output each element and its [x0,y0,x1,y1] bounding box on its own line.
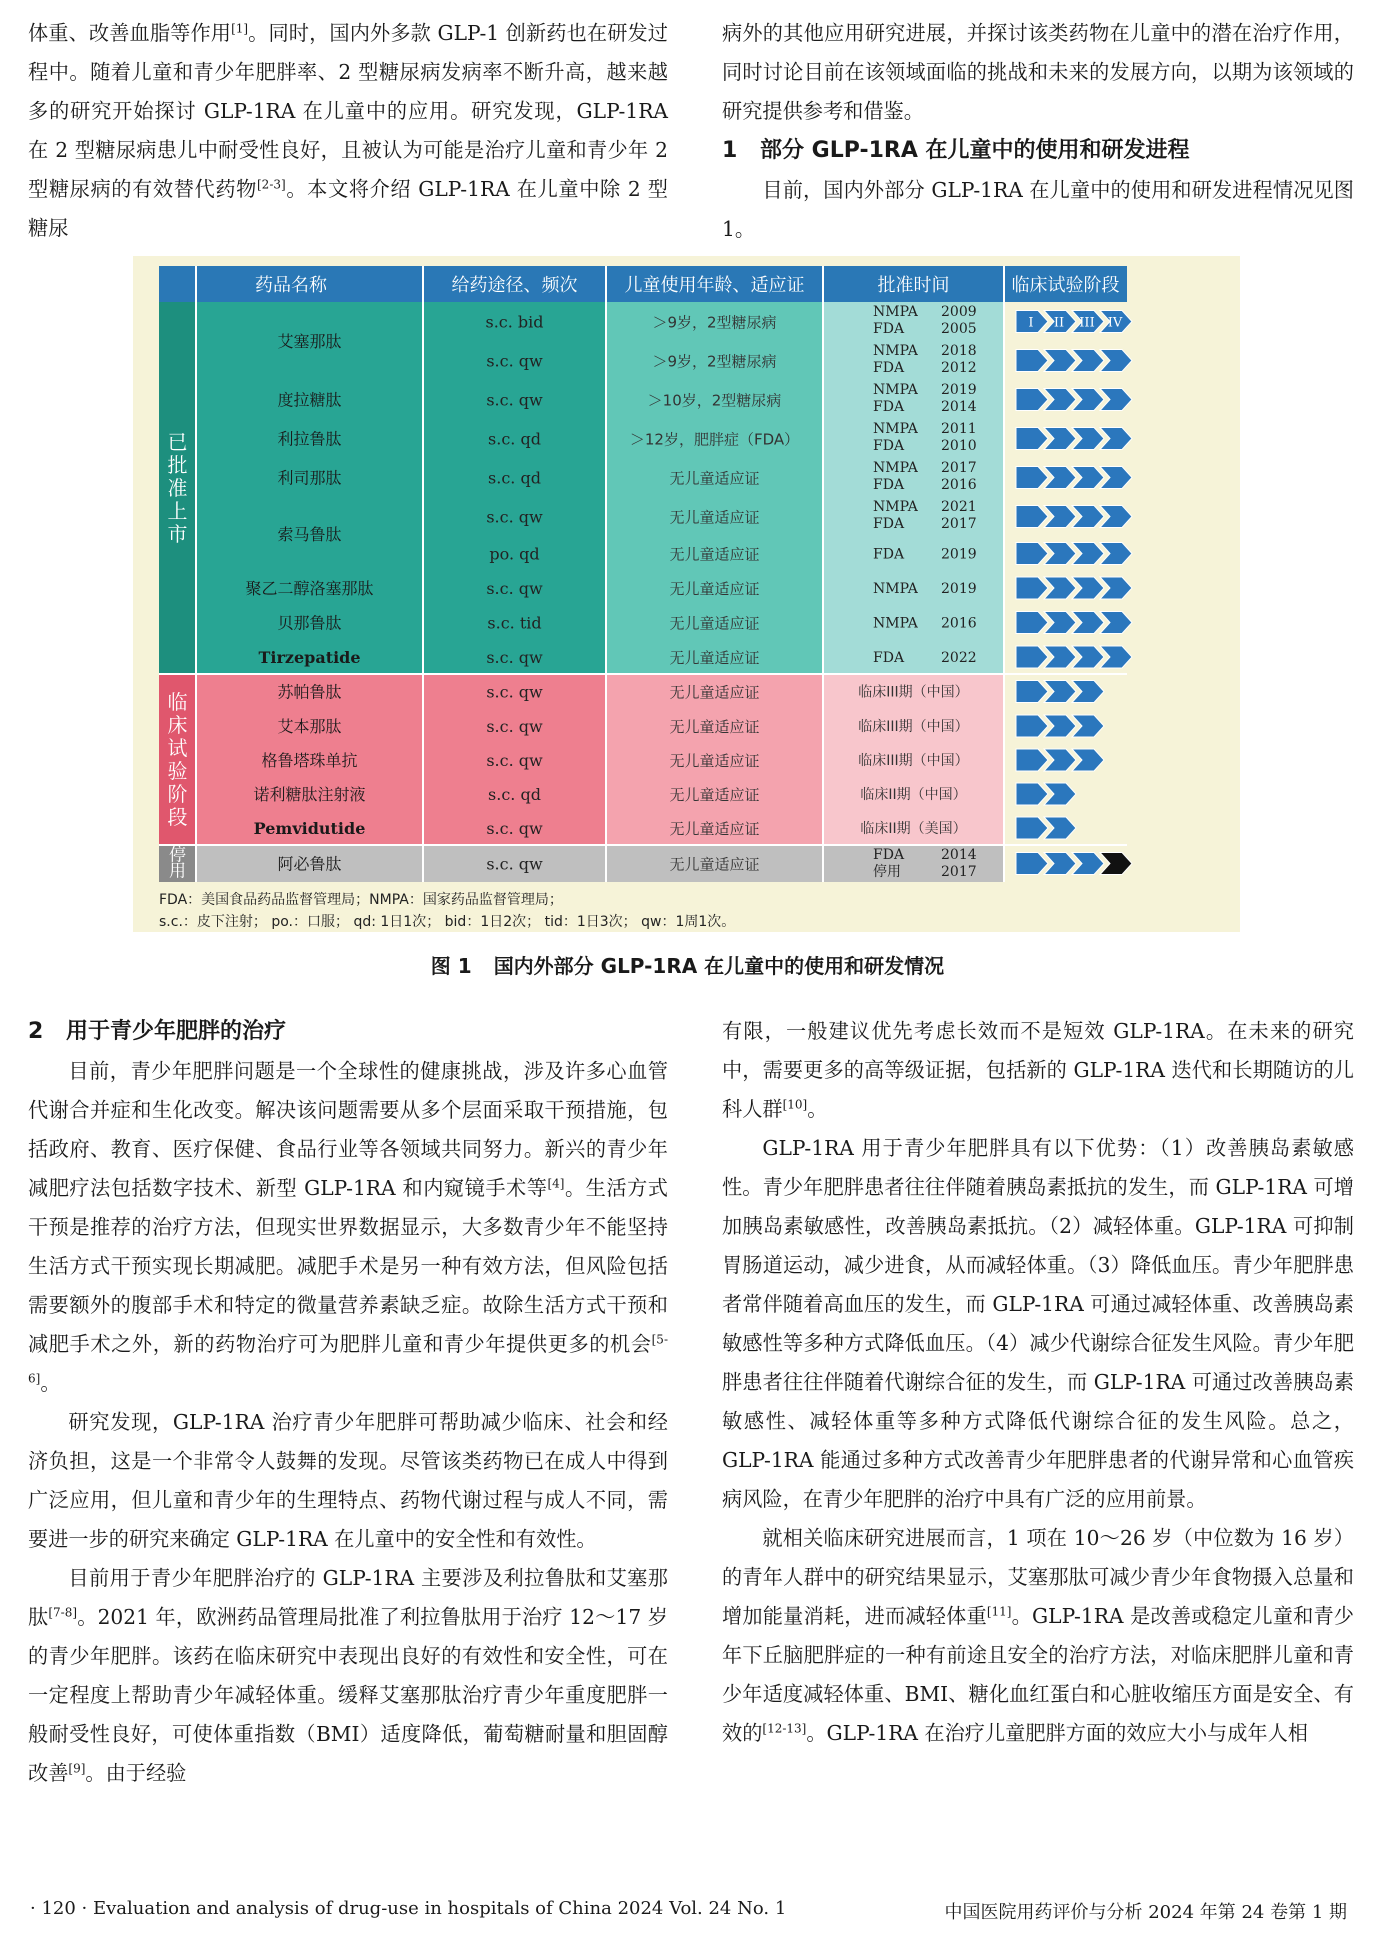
trial-stage-arrow [1016,506,1048,528]
drug-name: 艾塞那肽 [277,332,342,351]
approval-year: 2009 [941,304,977,320]
group-label-char: 上 [167,498,188,523]
drug-name: 利拉鲁肽 [277,429,342,449]
route-frequency: s.c. qd [488,785,541,804]
approval-agency: FDA [873,321,905,337]
reference-mark: [1] [231,21,249,36]
figure-1-table [133,256,1240,932]
trial-stage-arrow [1100,853,1132,875]
trial-stage-arrow [1044,467,1076,489]
child-indication: ＞9岁，2型糖尿病 [652,313,777,332]
child-indication: 无儿童适应证 [669,508,760,527]
section-2-title: 用于青少年肥胖的治疗 [66,1019,287,1044]
group-approval-bg [823,845,1004,882]
section-2-heading [28,1012,668,1052]
child-indication: 无儿童适应证 [669,683,760,702]
child-indication: 无儿童适应证 [669,820,760,838]
trial-stage-arrow [1044,817,1076,839]
trial-stage-arrow [1016,350,1048,372]
trial-stage-arrow [1072,467,1104,489]
child-indication: 无儿童适应证 [669,469,760,488]
route-frequency: s.c. qw [486,751,543,770]
section-2-number: 2 [28,1019,44,1044]
approval-year: 2016 [941,615,977,632]
child-indication: 无儿童适应证 [669,580,760,598]
drug-name: 利司那肽 [277,468,342,488]
drug-name: 度拉糖肽 [277,390,342,410]
approval-agency: FDA [873,360,905,376]
drug-name: 艾本那肽 [277,717,342,736]
trial-stage-arrow [1016,612,1048,634]
trial-stage-arrow [1016,681,1048,703]
route-frequency: s.c. qw [486,579,543,598]
group-label-char: 临 [167,689,188,714]
approval-year: 2017 [941,864,977,880]
trial-stage-arrow [1072,715,1104,737]
trial-stage-arrow [1100,612,1132,634]
section-1-title: 部分 GLP-1RA 在儿童中的使用和研发进程 [760,138,1190,163]
route-frequency: s.c. qw [486,648,543,667]
figure-header-cell: 批准时间 [877,275,950,296]
figure-header-cell: 临床试验阶段 [1011,275,1120,296]
trial-stage-arrow [1044,428,1076,450]
trial-stage-arrow [1044,749,1076,771]
trial-stage-arrow [1044,506,1076,528]
trial-stage-arrow [1072,543,1104,565]
child-indication: ＞9岁，2型糖尿病 [652,352,777,371]
route-frequency: s.c. qw [486,819,543,838]
reference-mark: [12-13] [762,1721,807,1736]
section-2-paragraph-4: 有限，一般建议优先考虑长效而不是短效 GLP-1RA。在未来的研究中，需要更多的高等级证据，包括新的 GLP-1RA 迭代和长期随访的儿科人群[10]。 [722,1019,1354,1121]
group-label-char: 停 [169,845,186,866]
trial-stage-arrow [1016,543,1048,565]
approval-year: 2016 [941,477,977,493]
figure-footnote-abbreviations: FDA：美国食品药品监督管理局；NMPA：国家药品监督管理局； [159,892,563,908]
drug-name: 索马鲁肽 [277,525,342,544]
approval-agency: FDA [873,650,905,666]
group-label-char: 阶 [167,781,188,806]
drug-name: 阿必鲁肽 [277,854,342,874]
bottom-left-column [28,1012,668,1793]
section-1-heading [722,131,1354,171]
approval-agency: NMPA [873,382,918,398]
drug-name: Pemvidutide [253,819,366,838]
route-frequency: s.c. qw [486,390,543,410]
route-frequency: s.c. qw [486,717,543,736]
section-1-paragraph: 目前，国内外部分 GLP-1RA 在儿童中的使用和研发进程情况见图 1。 [722,178,1354,241]
trial-stage-arrow [1016,853,1048,875]
trial-stage-arrow [1100,543,1132,565]
trial-stage-arrow [1072,577,1104,599]
figure-header-cell: 药品名称 [255,275,327,296]
top-right-column [722,14,1354,249]
trial-stage-arrow [1016,577,1048,599]
trial-phase-status: 临床III期（中国） [858,684,969,701]
section-2-paragraph-1: 目前，青少年肥胖问题是一个全球性的健康挑战，涉及许多心血管代谢合并症和生化改变。解决该问题需要从多个层面采取干预措施，包括政府、教育、医疗保健、食品行业等各领域共同努力。新兴的青少年减肥疗法包括数字技术、新型 GLP-1RA 和内窥镜手术等[4]。生活方式干预是推荐的治疗方法，但现实世界数据显示，大多数青少年不能坚持生活方式干预实现长期减肥。减肥手术是另一种有效方法，但风险包括需要额外的腹部手术和特定的微量营养素缺乏症。故除生活方式干预和减肥手术之外，新的药物治疗可为肥胖儿童和青少年提供更多的机会[5-6]。 [28,1059,668,1395]
drug-name: Tirzepatide [258,648,361,667]
child-indication: 无儿童适应证 [669,718,760,736]
route-frequency: s.c. qd [488,429,541,449]
reference-mark: [4] [547,1176,565,1191]
trial-stage-arrow [1044,612,1076,634]
trial-stage-arrow [1044,783,1076,805]
reference-mark: [5-6] [28,1332,668,1386]
trial-phase-status: 临床III期（中国） [858,753,969,769]
group-label-char: 试 [167,735,188,760]
route-frequency: s.c. qw [486,507,543,527]
approval-year: 2017 [941,460,977,476]
figure-caption-text: 国内外部分 GLP-1RA 在儿童中的使用和研发情况 [493,954,945,978]
child-indication: 无儿童适应证 [669,752,760,770]
section-2-paragraph-2: 研究发现，GLP-1RA 治疗青少年肥胖可帮助减少临床、社会和经济负担，这是一个非常令人鼓舞的发现。尽管该类药物已在成人中得到广泛应用，但儿童和青少年的生理特点、药物代谢过程与成人不同，需要进一步的研究来确定 GLP-1RA 在儿童中的安全性和有效性。 [28,1410,668,1551]
approval-year: 2017 [941,516,977,532]
route-frequency: s.c. bid [485,312,544,332]
group-label-char: 用 [169,861,186,882]
trial-stage-arrow [1100,467,1132,489]
intro-paragraph: 病外的其他应用研究进展，并探讨该类药物在儿童中的潜在治疗作用，同时讨论目前在该领域面临的挑战和未来的发展方向，以期为该领域的研究提供参考和借鉴。 [722,21,1354,123]
trial-stage-arrow [1100,389,1132,411]
trial-stage-label: II [1053,315,1065,331]
trial-stage-arrow [1072,350,1104,372]
figure-footnote-dosing: s.c.：皮下注射； po.：口服； qd: 1日1次； bid：1日2次； tid：1日3次； qw：1周1次。 [159,914,736,930]
trial-stage-label: IV [1107,315,1123,331]
figure-caption-number: 图 1 [430,954,472,978]
trial-phase-status: 临床III期（中国） [858,719,969,735]
footer-left: · 120 · Evaluation and analysis of drug-use in hospitals of China 2024 Vol. 24 No. 1 [30,1898,787,1919]
drug-name: 聚乙二醇洛塞那肽 [245,579,374,598]
reference-mark: [11] [986,1604,1012,1619]
figure-caption [0,950,1375,979]
child-indication: ＞12岁，肥胖症（FDA） [629,430,800,449]
group-label-char: 市 [167,521,188,546]
trial-stage-arrow [1072,612,1104,634]
trial-stage-arrow [1044,577,1076,599]
trial-stage-arrow [1072,681,1104,703]
route-frequency: s.c. qd [488,468,541,488]
group-label-char: 验 [167,758,188,783]
trial-stage-label: I [1028,315,1034,331]
child-indication: 无儿童适应证 [669,545,760,564]
trial-stage-arrow [1044,646,1076,668]
approval-agency: FDA [873,477,905,493]
top-left-column [28,14,668,248]
figure-header-cell: 给药途径、频次 [451,275,578,296]
trial-stage-arrow [1016,817,1048,839]
reference-mark: [7-8] [48,1605,78,1620]
group-label-char: 批 [167,452,188,477]
approval-agency: FDA [873,546,905,563]
approval-year: 2012 [941,360,977,376]
trial-phase-status: 临床II期（中国） [860,787,967,803]
route-frequency: s.c. qw [486,682,543,702]
drug-name: 格鲁塔珠单抗 [261,751,358,770]
figure-1-graphic [133,256,1240,932]
approval-year: 2022 [941,650,977,666]
trial-stage-arrow [1016,646,1048,668]
footer-right: 中国医院用药评价与分析 2024 年第 24 卷第 1 期 [944,1902,1347,1923]
reference-mark: [10] [782,1097,808,1112]
trial-stage-arrow [1100,428,1132,450]
approval-year: 2019 [941,382,977,398]
trial-stage-arrow [1100,350,1132,372]
approval-agency: 停用 [873,864,901,880]
drug-name: 贝那鲁肽 [277,613,342,633]
drug-name: 苏帕鲁肽 [277,682,342,702]
trial-stage-arrow [1100,577,1132,599]
approval-agency: NMPA [873,343,918,359]
trial-stage-arrow [1044,853,1076,875]
approval-year: 2011 [941,421,977,437]
route-frequency: s.c. qw [486,351,543,371]
trial-stage-arrow [1072,506,1104,528]
approval-agency: FDA [873,438,905,454]
approval-year: 2014 [941,847,977,863]
group-drug-route-bg [196,302,606,674]
group-label-char: 已 [167,429,188,454]
trial-stage-arrow [1072,428,1104,450]
trial-stage-arrow [1044,681,1076,703]
figure-header-cell: 儿童使用年龄、适应证 [624,275,805,296]
trial-stage-arrow [1044,389,1076,411]
approval-year: 2019 [941,546,977,563]
trial-stage-arrow [1016,389,1048,411]
trial-stage-arrow [1072,853,1104,875]
section-1-number: 1 [722,138,738,163]
reference-mark: [2-3] [257,177,286,192]
approval-year: 2018 [941,343,977,359]
group-label-char: 床 [167,712,188,737]
section-2-paragraph-5: GLP-1RA 用于青少年肥胖具有以下优势：（1）改善胰岛素敏感性。青少年肥胖患者往往伴随着胰岛素抵抗的发生，而 GLP-1RA 可增加胰岛素敏感性，改善胰岛素抵抗。（2）减轻体重。GLP-1RA 可抑制胃肠道运动，减少进食，从而减轻体重。（3）降低血压。青少年肥胖患者常伴随着高血压的发生，而 GLP-1RA 可通过减轻体重、改善胰岛素敏感性等多种方式降低血压。（4）减少代谢综合征发生风险。青少年肥胖患者往往伴随着代谢综合征的发生，而 GLP-1RA 可通过改善胰岛素敏感性、减轻体重等多种方式降低代谢综合征的发生风险。总之，GLP-1RA 能通过多种方式改善青少年肥胖患者的代谢异常和心血管疾病风险，在青少年肥胖的治疗中具有广泛的应用前景。 [722,1136,1354,1511]
trial-stage-arrow [1044,543,1076,565]
group-label-char: 准 [167,475,188,500]
child-indication: 无儿童适应证 [669,614,760,633]
bottom-right-column [722,1012,1354,1753]
approval-year: 2005 [941,321,977,337]
approval-agency: NMPA [873,304,918,320]
trial-stage-arrow [1072,646,1104,668]
trial-stage-arrow [1016,428,1048,450]
group-drug-route-bg [196,845,606,882]
child-indication: 无儿童适应证 [669,786,760,804]
trial-stage-arrow [1072,749,1104,771]
child-indication: ＞10岁，2型糖尿病 [647,391,782,410]
intro-paragraph-end: 体重、改善血脂等作用[1]。同时，国内外多款 GLP-1 创新药也在研发过程中。随着儿童和青少年肥胖率、2 型糖尿病发病率不断升高，越来越多的研究开始探讨 GLP-1RA 在儿童中的应用。研究发现，GLP-1RA 在 2 型糖尿病患儿中耐受性良好，且被认为可能是治疗儿童和青少年 2 型糖尿病的有效替代药物[2-3]。本文将介绍 GLP-1RA 在儿童中除 2 型糖尿 [28,21,668,240]
trial-phase-status: 临床II期（美国） [860,821,967,837]
route-frequency: s.c. qw [486,854,543,874]
approval-agency: NMPA [873,615,918,632]
trial-stage-arrow [1016,715,1048,737]
section-2-paragraph-3: 目前用于青少年肥胖治疗的 GLP-1RA 主要涉及利拉鲁肽和艾塞那肽[7-8]。2021 年，欧洲药品管理局批准了利拉鲁肽用于治疗 12～17 岁的青少年肥胖。该药在临床研究中表现出良好的有效性和安全性，可在一定程度上帮助青少年减轻体重。缓释艾塞那肽治疗青少年重度肥胖一般耐受性良好，可使体重指数（BMI）适度降低，葡萄糖耐量和胆固醇改善[9]。由于经验 [28,1566,668,1785]
trial-stage-arrow [1016,467,1048,489]
trial-stage-arrow [1016,783,1048,805]
approval-agency: NMPA [873,421,918,437]
approval-year: 2021 [941,499,977,515]
approval-agency: NMPA [873,581,918,597]
trial-stage-label: III [1079,315,1095,331]
trial-stage-arrow [1044,715,1076,737]
approval-agency: FDA [873,399,905,415]
trial-stage-arrow [1016,749,1048,771]
route-frequency: po. qd [489,544,540,564]
child-indication: 无儿童适应证 [669,855,760,874]
trial-stage-arrow [1100,506,1132,528]
approval-agency: NMPA [873,460,918,476]
approval-year: 2014 [941,399,977,415]
group-label-char: 段 [167,804,188,829]
child-indication: 无儿童适应证 [669,649,760,667]
trial-stage-arrow [1044,350,1076,372]
approval-agency: NMPA [873,499,918,515]
reference-mark: [9] [68,1761,86,1776]
trial-stage-arrow [1072,389,1104,411]
route-frequency: s.c. tid [487,613,542,633]
section-2-paragraph-6: 就相关临床研究进展而言，1 项在 10～26 岁（中位数为 16 岁）的青年人群中的研究结果显示，艾塞那肽可减少青少年食物摄入总量和增加能量消耗，进而减轻体重[11]。GLP-1RA 是改善或稳定儿童和青少年下丘脑肥胖症的一种有前途且安全的治疗方法，对临床肥胖儿童和青少年适度减轻体重、BMI、糖化血红蛋白和心脏收缩压方面是安全、有效的[12-13]。GLP-1RA 在治疗儿童肥胖方面的效应大小与成年人相 [722,1526,1354,1745]
approval-agency: FDA [873,847,905,863]
approval-year: 2010 [941,438,977,454]
approval-agency: FDA [873,516,905,532]
trial-stage-arrow [1100,646,1132,668]
drug-name: 诺利糖肽注射液 [253,785,366,804]
approval-year: 2019 [941,581,977,597]
